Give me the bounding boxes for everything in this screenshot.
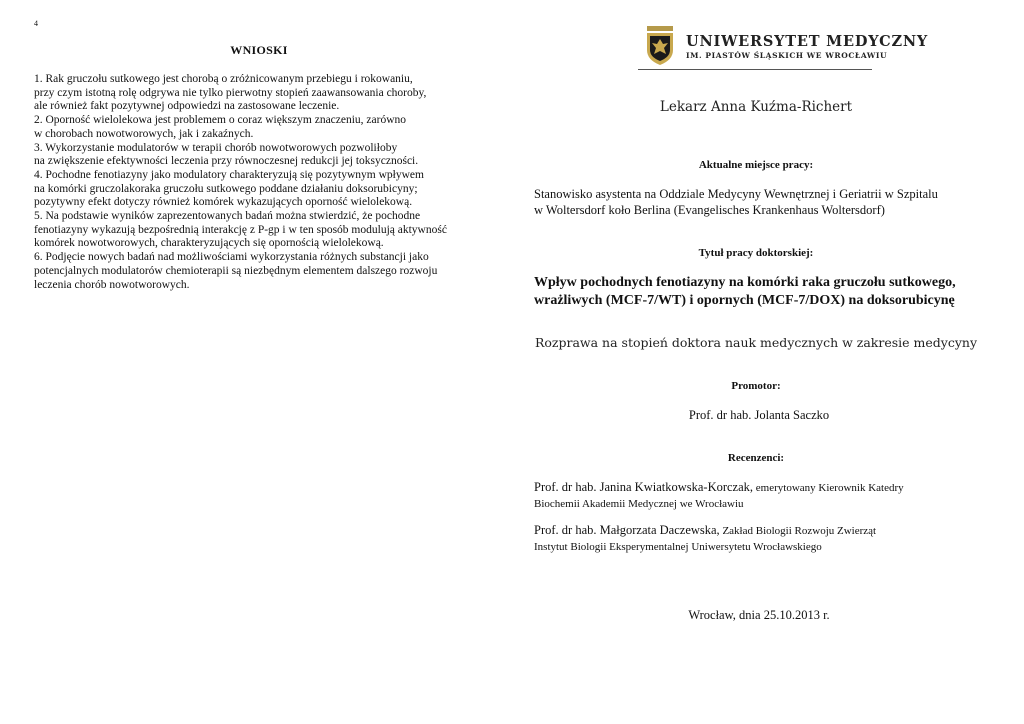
- reviewers-label: Recenzenci:: [727, 452, 785, 464]
- university-logo: [644, 26, 928, 66]
- conclusions-text: [34, 73, 484, 292]
- promotor-label: Promotor:: [731, 380, 781, 392]
- workplace-label: Aktualne miejsce pracy:: [698, 159, 814, 171]
- university-subtitle: IM. PIASTÓW ŚLĄSKICH WE WROCŁAWIU: [686, 50, 888, 60]
- conclusions-column: [34, 40, 484, 292]
- university-crest-icon: [644, 26, 676, 66]
- conclusion-line: na zwiększenie efektywności leczenia przy równoczesnej redukcji jej toksyczności.: [34, 155, 419, 168]
- reviewer-affiliation: emerytowany Kierownik Katedry: [753, 482, 904, 494]
- workplace-line: Stanowisko asystenta na Oddziale Medycyny Wewnętrznej i Geriatrii w Szpitalu: [534, 187, 938, 201]
- thesis-label: Tytuł pracy doktorskiej:: [698, 247, 814, 259]
- conclusion-line: 5. Na podstawie wyników zaprezentowanych badań można stwierdzić, że pochodne: [34, 210, 421, 223]
- reviewer-name: Prof. dr hab. Małgorzata Daczewska,: [534, 523, 720, 537]
- author-name: Lekarz Anna Kuźma-Richert: [659, 99, 853, 115]
- conclusion-line: 1. Rak gruczołu sutkowego jest chorobą o zróżnicowanym przebiegu i rokowaniu,: [34, 73, 413, 85]
- thesis-title: [534, 274, 984, 310]
- conclusion-line: w chorobach nowotworowych, jak i zakaźnych.: [34, 127, 254, 140]
- conclusion-line: fenotiazyny wykazują bezpośrednią interakcję z P-gp i w ten sposób modulują aktywność: [34, 223, 447, 236]
- logo-divider: [638, 69, 872, 70]
- conclusion-line: komórek nowotworowych, charakteryzujących się opornością wielolekową.: [34, 237, 384, 250]
- conclusion-line: 3. Wykorzystanie modulatorów w terapii chorób nowotworowych pozwoliłoby: [34, 141, 398, 154]
- place-and-date: Wrocław, dnia 25.10.2013 r.: [688, 608, 830, 622]
- conclusion-line: przy czym istotną rolę odgrywa nie tylko pierwotny stopień zaawansowania choroby,: [34, 86, 427, 99]
- reviewer-affiliation: Zakład Biologii Rozwoju Zwierząt: [719, 525, 877, 537]
- conclusion-line: 6. Podjęcie nowych badań nad możliwościami wykorzystania różnych substancji jako: [34, 251, 429, 264]
- university-name: UNIWERSYTET MEDYCZNY: [686, 32, 929, 50]
- conclusion-line: leczenia chorób nowotworowych.: [34, 278, 190, 291]
- thesis-line: wrażliwych (MCF-7/WT) i opornych (MCF-7/DOX) na doksorubicynę: [534, 293, 955, 308]
- reviewer-name: Prof. dr hab. Janina Kwiatkowska-Korczak,: [534, 480, 754, 494]
- promotor-name: Prof. dr hab. Jolanta Saczko: [688, 408, 830, 422]
- page-number: 4: [34, 19, 38, 28]
- conclusion-line: 4. Pochodne fenotiazyny jako modulatory charakteryzują się pozytywnym wpływem: [34, 168, 424, 181]
- conclusion-line: ale również fakt pozytywnej odpowiedzi na zastosowane leczenie.: [34, 100, 340, 113]
- conclusion-line: potencjalnych modulatorów chemioterapii są niezbędnym elementem dalszego rozwoju: [34, 264, 438, 277]
- conclusions-title: WNIOSKI: [230, 43, 288, 57]
- conclusion-line: 2. Oporność wielolekowa jest problemem o coraz większym znaczeniu, zarówno: [34, 114, 407, 127]
- reviewer-2: [534, 522, 984, 555]
- conclusion-line: pozytywny efekt dotyczy również komórek wykazujących oporność wielolekową.: [34, 196, 413, 209]
- workplace-text: [534, 186, 984, 218]
- reviewer-affiliation: Instytut Biologii Eksperymentalnej Uniwersytetu Wrocławskiego: [534, 541, 822, 553]
- conclusion-line: na komórki gruczolakoraka gruczołu sutkowego poddane działaniu doksorubicyny;: [34, 182, 418, 195]
- degree-statement: Rozprawa na stopień doktora nauk medycznych w zakresie medycyny: [534, 335, 978, 350]
- reviewer-affiliation: Biochemii Akademii Medycznej we Wrocławiu: [534, 498, 744, 510]
- workplace-line: w Woltersdorf koło Berlina (Evangelisches Krankenhaus Woltersdorf): [534, 203, 885, 217]
- thesis-line: Wpływ pochodnych fenotiazyny na komórki raka gruczołu sutkowego,: [534, 275, 956, 290]
- reviewer-1: [534, 479, 984, 512]
